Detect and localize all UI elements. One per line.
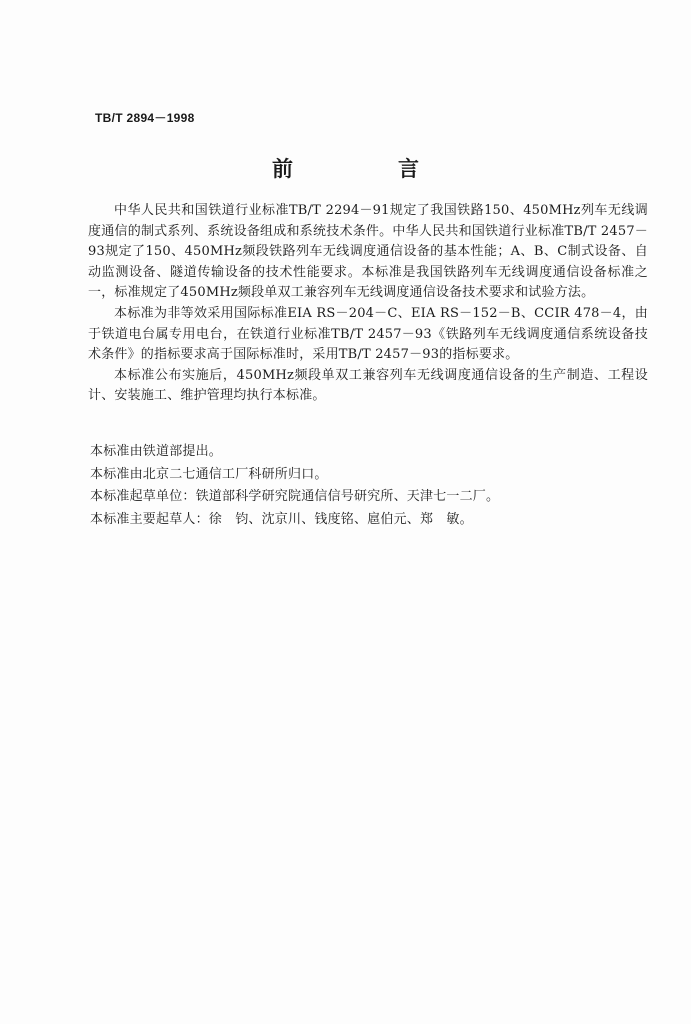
standard-number: TB/T 2894－1998 bbox=[95, 111, 195, 125]
note-main-drafters: 本标准主要起草人：徐 钧、沈京川、钱度铭、扈伯元、郑 敏。 bbox=[90, 511, 473, 527]
page-title: 前 言 bbox=[272, 157, 461, 181]
preface-paragraph-1: 中华人民共和国铁道行业标准TB/T 2294－91规定了我国铁路150、450MHz列车无线调度通信的制式系列、系统设备组成和系统技术条件。中华人民共和国铁道行业标准TB/T 2457－93规定了150、450MHz频段铁路列车无线调度通信设备的基本性能；A、B、C制式设备、自动监测设备、隧道传输设备的技术性能要求。本标准是我国铁路列车无线调度通信设备标准之一，标准规定了450MHz频段单双工兼容列车无线调度通信设备技术要求和试验方法。 bbox=[88, 203, 648, 301]
note-drafting-units: 本标准起草单位：铁道部科学研究院通信信号研究所、天津七一二厂。 bbox=[90, 489, 500, 505]
note-responsible-unit: 本标准由北京二七通信工厂科研所归口。 bbox=[90, 466, 328, 482]
preface-paragraph-2: 本标准为非等效采用国际标准EIA RS－204－C、EIA RS－152－B、CCIR 478－4，由于铁道电台属专用电台，在铁道行业标准TB/T 2457－93《铁路列车无线调度通信系统设备技术条件》的指标要求高于国际标准时，采用TB/T 2457－93的指标要求。 bbox=[88, 305, 648, 363]
preface-paragraph-3: 本标准公布实施后，450MHz频段单双工兼容列车无线调度通信设备的生产制造、工程设计、安装施工、维护管理均执行本标准。 bbox=[88, 367, 648, 404]
drafting-notes bbox=[90, 441, 650, 531]
note-proposer: 本标准由铁道部提出。 bbox=[90, 444, 223, 459]
preface-body bbox=[88, 201, 648, 407]
